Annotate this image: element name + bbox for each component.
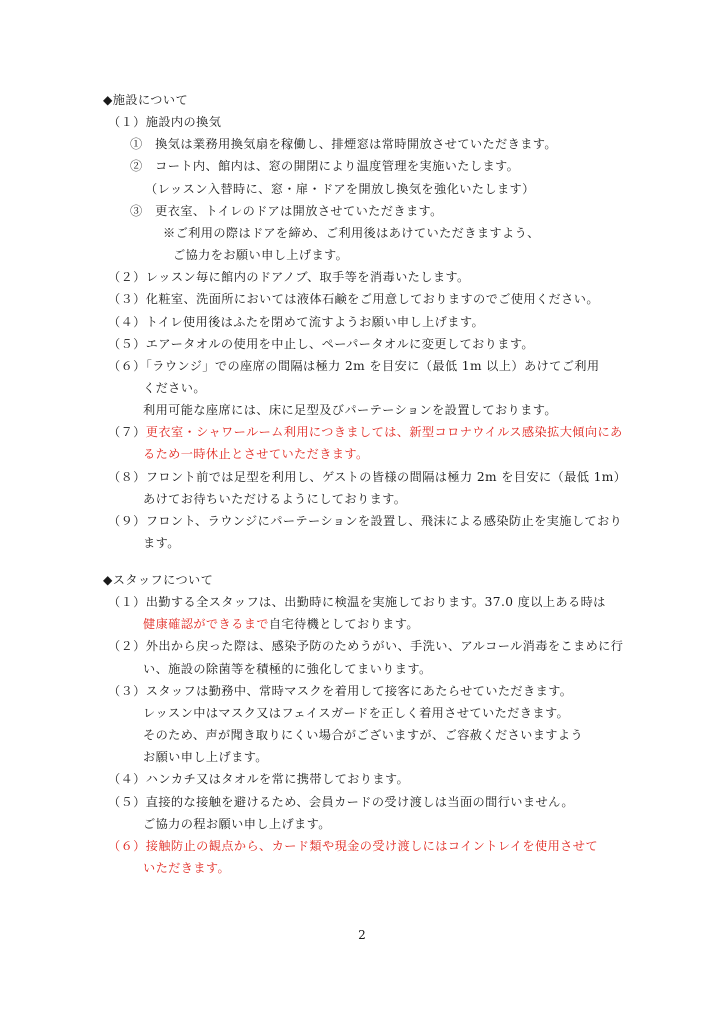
highlighted-text: いただきます。 [143,860,231,875]
line-text: そのため、声が聞き取りにくい場合がございますが、ご容赦くださいますよう [143,728,584,743]
line-text: （２）外出から戻った際は、感染予防のためうがい、手洗い、アルコール消毒をこまめに行 [108,639,624,654]
line-text: （５）エアータオルの使用を中止し、ペーパータオルに変更しております。 [108,336,535,351]
highlighted-text: 健康確認ができるまで [143,617,269,632]
line-text: あけてお待ちいただけるようにしております。 [143,491,407,506]
line-text: （３）スタッフは勤務中、常時マスクを着用して接客にあたらせていただきます。 [108,683,573,698]
highlighted-text: 更衣室・シャワールーム利用につきましては、新型コロナウイルス感染拡大傾向にあ [145,425,623,440]
line-text: ① 換気は業務用換気扇を稼働し、排煙窓は常時開放させていただきます。 [130,137,557,152]
line-text: （４）ハンカチ又はタオルを常に携帯しております。 [108,772,410,787]
text-line [130,203,443,219]
line-text: ご協力の程お願い申し上げます。 [143,816,331,831]
line-text: （１）出勤する全スタッフは、出勤時に検温を実施しております。37.0 度以上ある時は [108,595,606,610]
line-text: （３）化粧室、洗面所においては液体石鹸をご用意しておりますのでご使用ください。 [108,292,599,307]
text-line [143,380,206,396]
text-line [108,513,622,529]
line-text: レッスン中はマスク又はフェイスガードを正しく着用させていただきます。 [143,705,570,720]
text-line [108,358,599,374]
line-text: ※ご利用の際はドアを締め、ご利用後はあけていただきますよう、 [163,225,540,240]
line-text: （７） [108,425,146,440]
line-text: ご協力をお願い申し上げます。 [173,248,349,263]
text-line [108,314,484,330]
text-line [108,336,534,352]
text-line [143,860,230,876]
text-line [143,402,557,418]
line-text: ください。 [143,380,206,395]
text-line [143,661,432,677]
text-line [143,749,268,765]
text-line [145,181,535,197]
text-line [108,794,574,810]
text-line [143,727,583,743]
highlighted-text: るため一時休止とさせていただきます。 [143,447,369,462]
text-line [143,535,180,551]
text-line [143,816,331,832]
page-number: 2 [358,928,366,942]
line-text: ② コート内、館内は、窓の開閉により温度管理を実施いたします。 [130,159,520,174]
text-line [130,136,557,152]
line-text: 自宅待機としております。 [268,617,419,632]
section-heading: ◆スタッフについて [103,573,214,587]
text-line [108,424,623,440]
text-line [108,771,409,787]
line-text: （９）フロント、ラウンジにパーテーションを設置し、飛沫による感染防止を実施しており [108,513,623,528]
text-line [108,683,572,699]
text-line [108,638,623,654]
text-line [108,469,626,485]
text-line [108,291,599,307]
line-text: （５）直接的な接触を避けるため、会員カードの受け渡しは当面の間行いません。 [108,794,574,809]
highlighted-text: （６）接触防止の観点から、カード類や現金の受け渡しにはコイントレイを使用させて [108,838,598,853]
line-text: お願い申し上げます。 [143,750,268,765]
section-heading: ◆施設について [103,93,189,107]
line-text: ③ 更衣室、トイレのドアは開放させていただきます。 [130,203,443,218]
line-text: （８）フロント前では足型を利用し、ゲストの皆様の間隔は極力 2m を目安に（最低 1m） [108,469,627,484]
line-text: 利用可能な座席には、床に足型及びパーテーションを設置しております。 [143,403,557,418]
line-text: （４）トイレ使用後はふたを閉めて流すようお願い申し上げます。 [108,314,485,329]
text-line [108,114,221,130]
text-line [108,838,598,854]
line-text: い、施設の除菌等を積極的に強化してまいります。 [143,661,432,676]
text-line [143,616,419,632]
text-line [108,594,606,610]
text-line [130,158,519,174]
text-line [143,705,569,721]
text-line [163,225,540,241]
line-text: ます。 [143,536,180,550]
line-text: （２）レッスン毎に館内のドアノブ、取手等を消毒いたします。 [108,270,470,285]
line-text: （レッスン入替時に、窓・扉・ドアを開放し換気を強化いたします） [145,181,535,196]
line-text: （１）施設内の換気 [108,115,222,130]
text-line [143,446,369,462]
line-text: （６）「ラウンジ」での座席の間隔は極力 2m を目安に（最低 1m 以上）あけてご利用 [108,358,600,373]
text-line [108,269,470,285]
text-line [143,491,406,507]
text-line [173,247,348,263]
